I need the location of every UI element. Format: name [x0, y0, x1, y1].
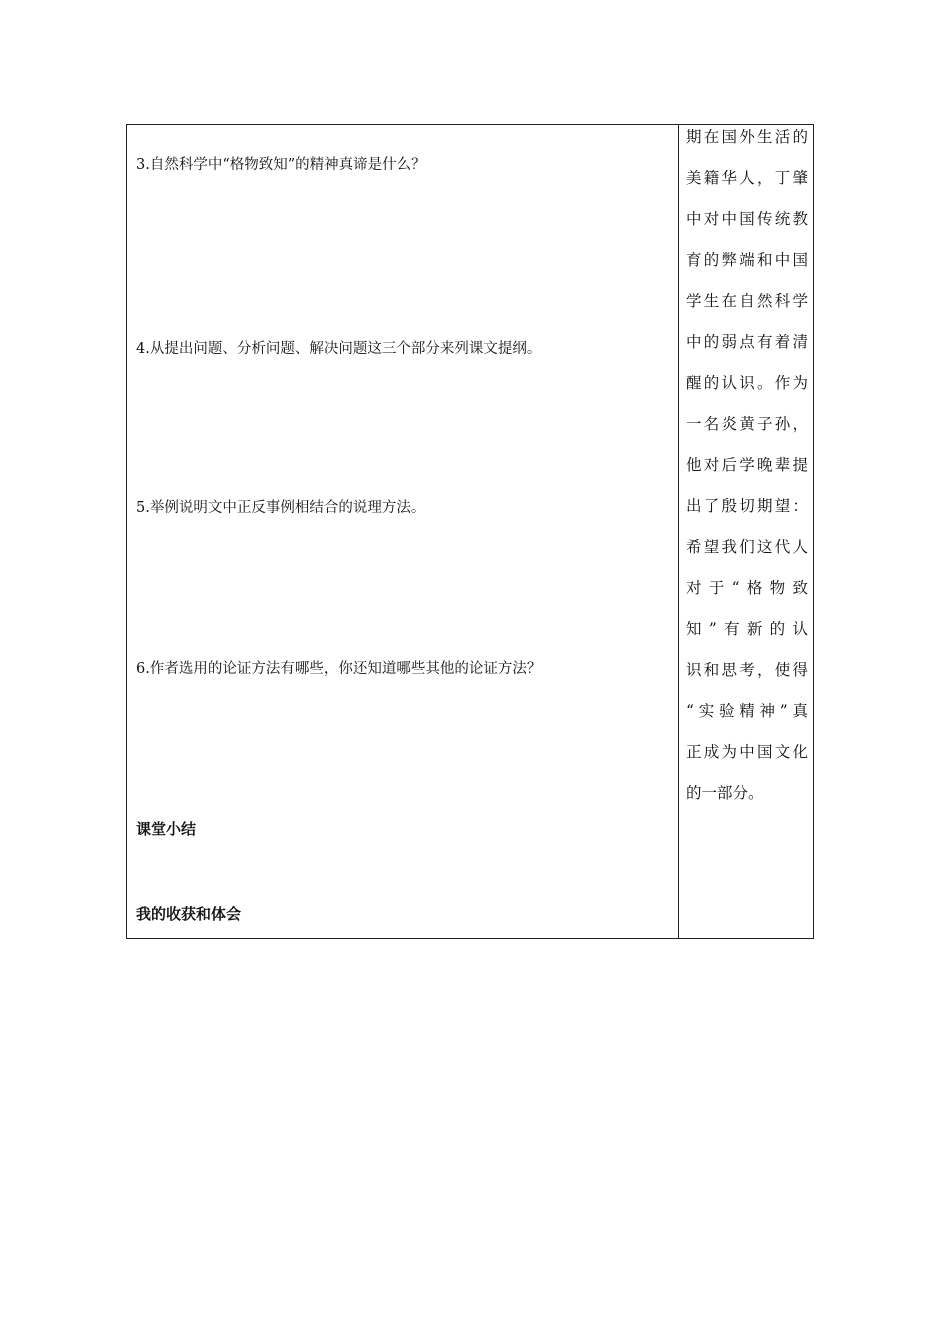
- side-note-line: 育的弊端和中国: [686, 251, 808, 269]
- lesson-table: [126, 124, 814, 939]
- reflection-heading: 我的收获和体会: [136, 905, 242, 923]
- question-5: 5.举例说明文中正反事例相结合的说理方法。: [136, 500, 426, 516]
- side-note-line: 一名炎黄子孙，: [686, 415, 808, 433]
- side-note-line: “实验精神”真: [686, 702, 808, 720]
- side-note-line: 中的弱点有着清: [686, 333, 808, 351]
- question-6: 6.作者选用的论证方法有哪些，你还知道哪些其他的论证方法？: [136, 661, 542, 677]
- side-note-line: 学生在自然科学: [686, 292, 808, 310]
- side-note-line: 识和思考，使得: [686, 661, 808, 679]
- side-note-line: 他对后学晚辈提: [686, 456, 808, 474]
- side-note-line: 的一部分。: [686, 784, 764, 802]
- side-note-line: 中对中国传统教: [686, 210, 808, 228]
- side-note-line: 知”有新的认: [686, 620, 808, 638]
- side-note-line: 对于“格物致: [686, 579, 808, 597]
- class-summary-heading: 课堂小结: [136, 820, 197, 838]
- side-note-line: 出了殷切期望：: [686, 497, 808, 515]
- side-note-line: 希望我们这代人: [686, 538, 808, 556]
- column-divider: [678, 125, 679, 938]
- side-note-line: 醒的认识。作为: [686, 374, 808, 392]
- side-note-line: 期在国外生活的: [686, 128, 808, 146]
- question-3: 3.自然科学中“格物致知”的精神真谛是什么？: [136, 157, 426, 173]
- question-4: 4.从提出问题、分析问题、解决问题这三个部分来列课文提纲。: [136, 341, 542, 357]
- side-note-line: 正成为中国文化: [686, 743, 808, 761]
- side-note-line: 美籍华人，丁肇: [686, 169, 808, 187]
